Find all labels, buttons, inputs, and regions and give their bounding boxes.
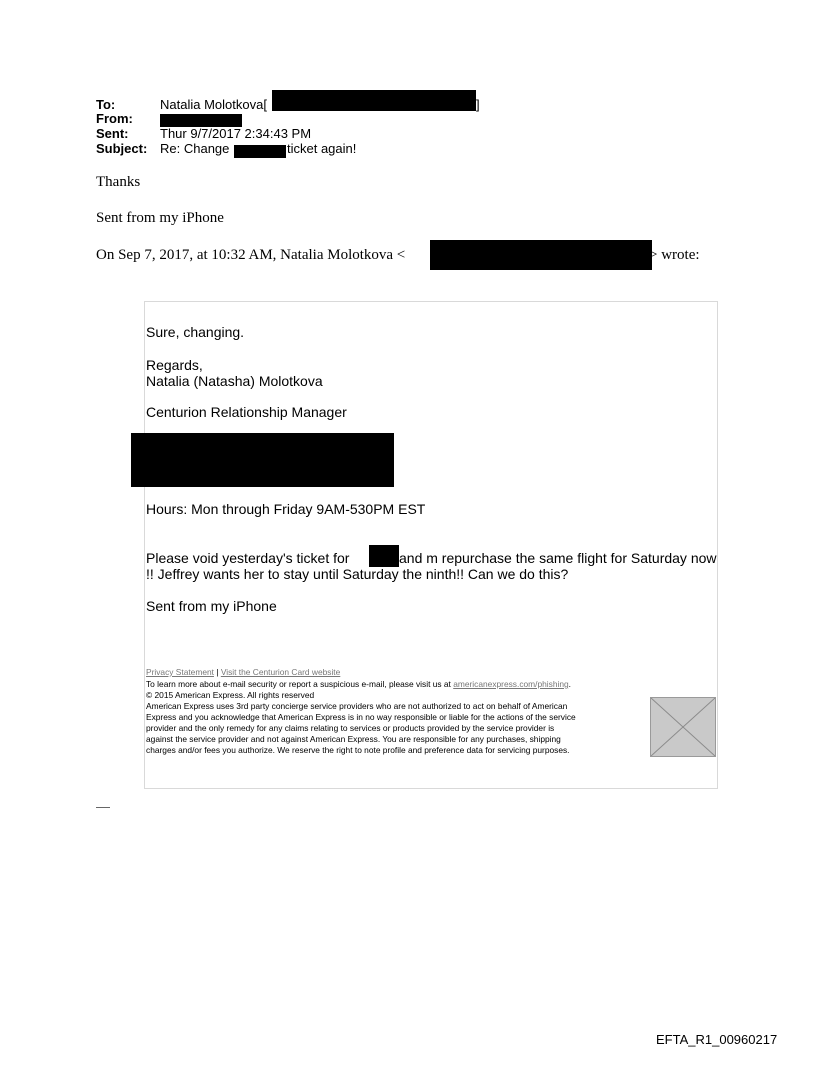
redaction-passenger-name xyxy=(369,545,399,567)
phishing-link[interactable]: americanexpress.com/phishing xyxy=(453,679,569,689)
redaction-signature-contact xyxy=(131,433,394,487)
footer-security-text: To learn more about e-mail security or report a suspicious e-mail, please visit us at xyxy=(146,679,454,689)
centurion-card-link[interactable]: Visit the Centurion Card website xyxy=(220,667,341,677)
subject-suffix: ticket again! xyxy=(287,141,357,156)
from-label: From: xyxy=(96,111,133,126)
footer-disclaimer-5: charges and/or fees you authorize. We reserve the right to note profile and preference data for servicing purposes. xyxy=(146,745,570,755)
footer-security-line xyxy=(146,679,571,689)
quoted-hours: Hours: Mon through Friday 9AM-530PM EST xyxy=(146,501,426,517)
quoted-title: Centurion Relationship Manager xyxy=(146,404,347,420)
reply-sent-from: Sent from my iPhone xyxy=(96,210,224,226)
to-value: Natalia Molotkova[ xyxy=(160,97,267,112)
quoted-request-c: !! Jeffrey wants her to stay until Saturday the ninth!! Can we do this? xyxy=(146,566,569,582)
to-close: ] xyxy=(476,97,480,112)
quoted-regards: Regards, xyxy=(146,357,203,373)
bates-number: EFTA_R1_00960217 xyxy=(656,1032,778,1047)
quote-intro-suffix: > wrote: xyxy=(649,247,700,263)
quoted-request-a: Please void yesterday's ticket for xyxy=(146,550,350,566)
redaction-to-email xyxy=(272,90,476,111)
footer-disclaimer-3: provider and the only remedy for any claims relating to services or products provided by the service provider is xyxy=(146,723,555,733)
quoted-signature-name: Natalia (Natasha) Molotkova xyxy=(146,373,323,389)
footer-period: . xyxy=(568,679,571,689)
footer-links xyxy=(146,667,340,677)
subject-prefix: Re: Change xyxy=(160,141,230,156)
quoted-sent-from: Sent from my iPhone xyxy=(146,598,277,614)
footer-disclaimer-1: American Express uses 3rd party concierge service providers who are not authorized to act on behalf of American xyxy=(146,701,568,711)
footer-separator: | xyxy=(213,667,221,677)
broken-image-icon xyxy=(650,697,716,757)
to-label: To: xyxy=(96,97,116,112)
sent-value: Thur 9/7/2017 2:34:43 PM xyxy=(160,126,312,141)
quoted-request-b: and m repurchase the same flight for Saturday now xyxy=(399,550,717,566)
footer-disclaimer-2: Express and you acknowledge that American Express is in no way responsible or liable for the actions of the service xyxy=(146,712,576,722)
scan-mark xyxy=(96,807,110,808)
quote-intro-prefix: On Sep 7, 2017, at 10:32 AM, Natalia Molotkova < xyxy=(96,247,406,263)
subject-label: Subject: xyxy=(96,141,148,156)
quoted-line1: Sure, changing. xyxy=(146,324,245,340)
redaction-quote-email xyxy=(430,240,652,270)
footer-disclaimer-4: against the service provider and not against American Express. You are responsible for any purchases, shipping xyxy=(146,734,561,744)
sent-label: Sent: xyxy=(96,126,129,141)
reply-thanks: Thanks xyxy=(96,174,141,190)
redaction-subject xyxy=(234,145,286,158)
footer-copyright: © 2015 American Express. All rights reserved xyxy=(146,690,315,700)
privacy-statement-link[interactable]: Privacy Statement xyxy=(146,667,214,677)
